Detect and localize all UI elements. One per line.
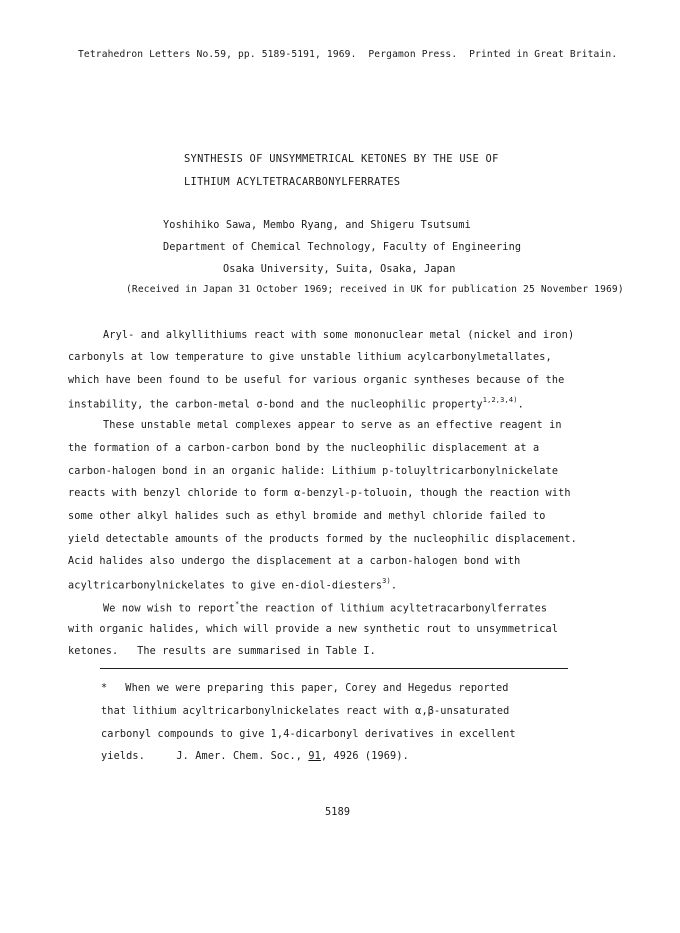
- body-line: Aryl- and alkyllithiums react with some mononuclear metal (nickel and iron): [103, 330, 575, 341]
- footnote-line: [101, 752, 409, 762]
- body-line-text: acyltricarbonylnickelates to give en-diol-diesters: [68, 580, 383, 592]
- body-line: [68, 579, 397, 592]
- body-line: carbonyls at low temperature to give unstable lithium acylcarbonylmetallates,: [68, 352, 552, 363]
- body-line: which have been found to be useful for various organic syntheses because of the: [68, 375, 565, 386]
- affiliation-department: Department of Chemical Technology, Faculty of Engineering: [163, 242, 522, 253]
- footnote-divider: [100, 668, 568, 669]
- article-title-line-2: LITHIUM ACYLTETRACARBONYLFERRATES: [184, 176, 401, 188]
- footnote-line: [101, 684, 509, 694]
- body-line: These unstable metal complexes appear to serve as an effective reagent in: [103, 420, 562, 431]
- body-line-text: the reaction of lithium acyltetracarbonylferrates: [239, 603, 548, 615]
- footnote-text: When we were preparing this paper, Corey and Hegedus reported: [125, 683, 509, 694]
- body-line: Acid halides also undergo the displacement at a carbon-halogen bond with: [68, 556, 521, 567]
- footnote-line: that lithium acyltricarbonylnickelates react with α,β-unsaturated: [101, 706, 510, 717]
- punctuation: .: [390, 580, 398, 592]
- citation-header: Tetrahedron Letters No.59, pp. 5189-5191, 1969. Pergamon Press. Printed in Great Britain.: [78, 49, 618, 60]
- body-line: yield detectable amounts of the products formed by the nucleophilic displacement.: [68, 534, 577, 545]
- footnote-text: yields. J. Amer. Chem. Soc.,: [101, 751, 309, 762]
- article-title-line-1: SYNTHESIS OF UNSYMMETRICAL KETONES BY THE USE OF: [184, 153, 499, 165]
- body-line: reacts with benzyl chloride to form α-benzyl-p-toluoin, though the reaction with: [68, 488, 571, 499]
- reference-superscript: 3): [382, 577, 391, 585]
- footnote-marker: *: [234, 600, 240, 608]
- authors: Yoshihiko Sawa, Membo Ryang, and Shigeru Tsutsumi: [163, 220, 471, 231]
- body-line: ketones. The results are summarised in Table I.: [68, 646, 376, 657]
- reference-superscript: 1,2,3,4): [482, 396, 518, 404]
- body-line-text: instability, the carbon-metal σ-bond and the nucleophilic property: [68, 399, 483, 411]
- body-line: [68, 398, 524, 411]
- footnote-line: carbonyl compounds to give 1,4-dicarbonyl derivatives in excellent: [101, 729, 516, 740]
- footnote-text: , 4926 (1969).: [320, 751, 409, 762]
- body-line: carbon-halogen bond in an organic halide: Lithium p-toluyltricarbonylnickelate: [68, 466, 559, 477]
- footnote-marker: *: [101, 683, 108, 694]
- body-line-text: We now wish to report: [103, 603, 235, 615]
- body-line: some other alkyl halides such as ethyl bromide and methyl chloride failed to: [68, 511, 546, 522]
- volume-number: 91: [308, 751, 321, 762]
- page-number: 5189: [325, 807, 351, 818]
- affiliation-university: Osaka University, Suita, Osaka, Japan: [223, 264, 456, 275]
- punctuation: .: [517, 399, 524, 411]
- body-line: with organic halides, which will provide a new synthetic rout to unsymmetrical: [68, 624, 559, 635]
- received-dates: (Received in Japan 31 October 1969; received in UK for publication 25 November 1969): [126, 284, 624, 295]
- body-line: the formation of a carbon-carbon bond by the nucleophilic displacement at a: [68, 443, 540, 454]
- body-line: [103, 602, 547, 615]
